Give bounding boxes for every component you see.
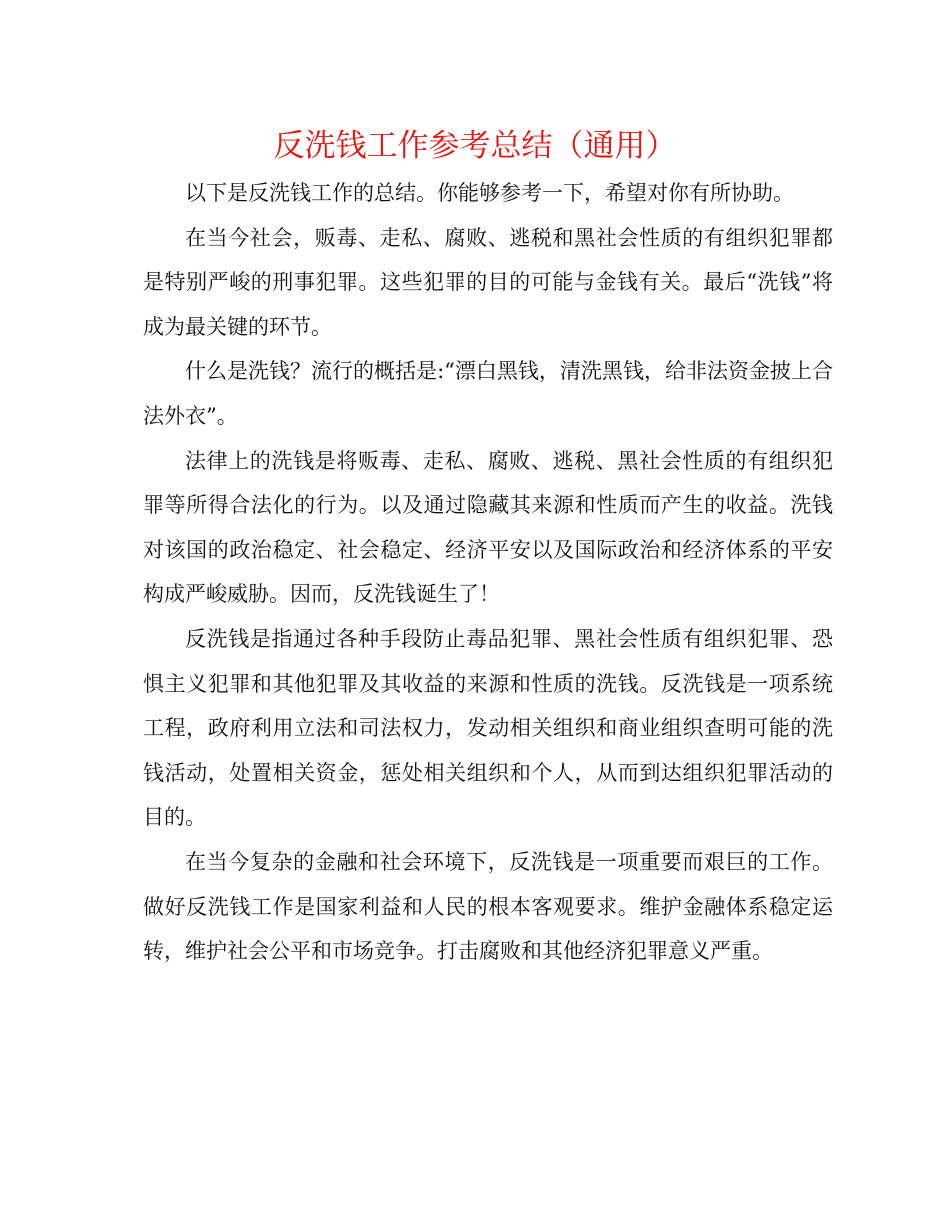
- paragraph-crime-context: 在当今社会，贩毒、走私、腐败、逃税和黑社会性质的有组织犯罪都是特别严峻的刑事犯罪。这些犯罪的目的可能与金钱有关。最后“洗钱”将成为最关键的环节。: [143, 225, 833, 339]
- paragraph-legal-definition: 法律上的洗钱是将贩毒、走私、腐败、逃税、黑社会性质的有组织犯罪等所得合法化的行为。以及通过隐藏其来源和性质而产生的收益。洗钱对该国的政治稳定、社会稳定、经济平安以及国际政治和经济体系的平安构成严峻威胁。因而，反洗钱诞生了！: [143, 448, 833, 607]
- paragraph-importance: 在当今复杂的金融和社会环境下，反洗钱是一项重要而艰巨的工作。做好反洗钱工作是国家利益和人民的根本客观要求。维护金融体系稳定运转，维护社会公平和市场竞争。打击腐败和其他经济犯罪意义严重。: [143, 849, 833, 964]
- paragraph-anti-money-laundering: 反洗钱是指通过各种手段防止毒品犯罪、黑社会性质有组织犯罪、恐惧主义犯罪和其他犯罪及其收益的来源和性质的洗钱。反洗钱是一项系统工程，政府利用立法和司法权力，发动相关组织和商业组织查明可能的洗钱活动，处置相关资金，惩处相关组织和个人，从而到达组织犯罪活动的目的。: [143, 626, 833, 830]
- paragraph-intro: 以下是反洗钱工作的总结。你能够参考一下，希望对你有所协助。: [185, 181, 794, 205]
- document-title: 反洗钱工作参考总结（通用）: [273, 128, 677, 164]
- paragraph-definition: 什么是洗钱？流行的概括是:“漂白黑钱，清洗黑钱，给非法资金披上合法外衣”。: [143, 359, 833, 428]
- document-body: [143, 171, 833, 974]
